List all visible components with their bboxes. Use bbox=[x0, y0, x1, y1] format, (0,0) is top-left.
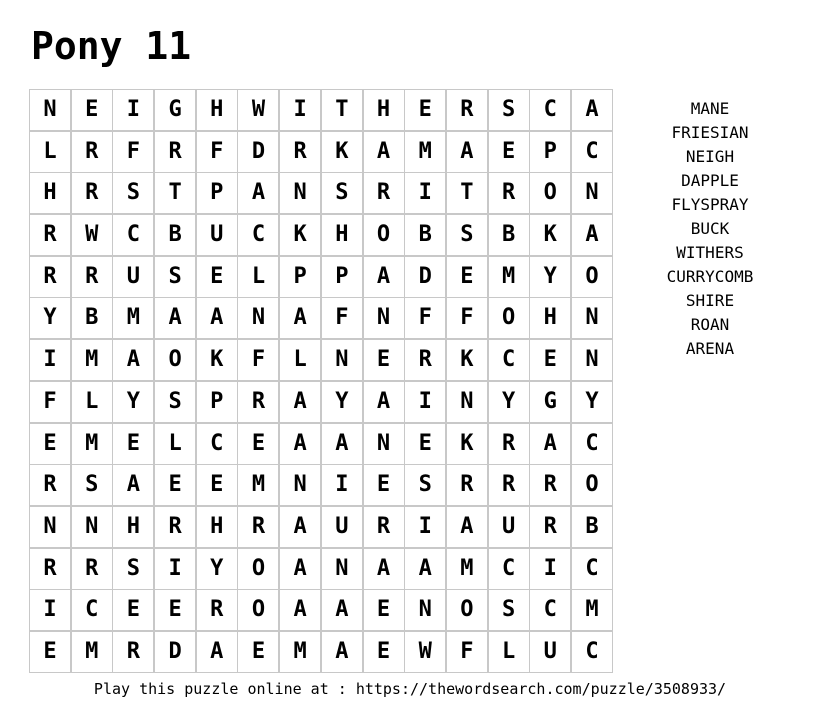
footer-note: Play this puzzle online at : https://thewordsearch.com/puzzle/3508933/ bbox=[93, 680, 727, 698]
word-list-item: CURRYCOMB bbox=[666, 267, 754, 286]
grid-cell[interactable]: H bbox=[197, 507, 237, 547]
grid-cell[interactable]: E bbox=[530, 340, 570, 380]
grid-cell[interactable]: F bbox=[447, 632, 487, 672]
grid-cell[interactable]: E bbox=[238, 632, 278, 672]
word-list-item: MANE bbox=[690, 99, 730, 118]
word-list-item: SHIRE bbox=[685, 291, 735, 310]
grid-cell[interactable]: N bbox=[572, 173, 612, 213]
grid-cell[interactable]: C bbox=[572, 132, 612, 172]
grid-cell[interactable]: F bbox=[405, 298, 445, 338]
grid-cell[interactable]: A bbox=[238, 173, 278, 213]
grid-cell[interactable]: N bbox=[322, 340, 362, 380]
grid-cell[interactable]: E bbox=[30, 632, 70, 672]
grid-cell[interactable]: A bbox=[447, 507, 487, 547]
grid-cell[interactable]: F bbox=[447, 298, 487, 338]
grid-cell[interactable]: C bbox=[489, 549, 529, 589]
word-list-item: BUCK bbox=[690, 219, 730, 238]
grid-cell[interactable]: R bbox=[364, 507, 404, 547]
word-list-item: WITHERS bbox=[676, 243, 744, 262]
grid-cell[interactable]: N bbox=[447, 382, 487, 422]
grid-cell[interactable]: N bbox=[572, 298, 612, 338]
grid-cell[interactable]: S bbox=[72, 465, 112, 505]
grid-cell[interactable]: R bbox=[530, 507, 570, 547]
grid-cell[interactable]: A bbox=[280, 424, 320, 464]
grid-cell[interactable]: P bbox=[197, 382, 237, 422]
grid-cell[interactable]: R bbox=[72, 132, 112, 172]
grid-cell[interactable]: R bbox=[280, 132, 320, 172]
grid-cell[interactable]: I bbox=[30, 340, 70, 380]
grid-cell[interactable]: F bbox=[322, 298, 362, 338]
grid-cell[interactable]: H bbox=[197, 90, 237, 130]
puzzle-title: Pony 11 bbox=[31, 24, 192, 68]
grid-cell[interactable]: A bbox=[364, 257, 404, 297]
word-list-item: DAPPLE bbox=[681, 171, 739, 190]
grid-cell[interactable]: F bbox=[238, 340, 278, 380]
grid-cell[interactable]: C bbox=[113, 215, 153, 255]
grid-cell[interactable]: A bbox=[197, 298, 237, 338]
grid-cell[interactable]: E bbox=[113, 590, 153, 630]
grid-cell[interactable]: D bbox=[238, 132, 278, 172]
grid-cell[interactable]: A bbox=[280, 382, 320, 422]
grid-cell[interactable]: A bbox=[364, 132, 404, 172]
grid-cell[interactable]: O bbox=[447, 590, 487, 630]
grid-cell[interactable]: S bbox=[155, 257, 195, 297]
grid-cell[interactable]: N bbox=[405, 590, 445, 630]
grid-cell[interactable]: C bbox=[572, 424, 612, 464]
grid-cell[interactable]: L bbox=[489, 632, 529, 672]
grid-cell[interactable]: A bbox=[280, 590, 320, 630]
grid-cell[interactable]: I bbox=[30, 590, 70, 630]
grid-cell[interactable]: A bbox=[322, 632, 362, 672]
grid-cell[interactable]: F bbox=[113, 132, 153, 172]
grid-cell[interactable]: D bbox=[405, 257, 445, 297]
grid-cell[interactable]: P bbox=[530, 132, 570, 172]
grid-cell[interactable]: R bbox=[72, 173, 112, 213]
grid-cell[interactable]: C bbox=[197, 424, 237, 464]
grid-cell[interactable]: H bbox=[30, 173, 70, 213]
grid-cell[interactable]: R bbox=[238, 382, 278, 422]
grid-cell[interactable]: S bbox=[113, 173, 153, 213]
grid-cell[interactable]: N bbox=[280, 173, 320, 213]
grid-cell[interactable]: H bbox=[322, 215, 362, 255]
grid-cell[interactable]: S bbox=[113, 549, 153, 589]
grid-cell[interactable]: G bbox=[155, 90, 195, 130]
grid-cell[interactable]: M bbox=[572, 590, 612, 630]
grid-cell[interactable]: Y bbox=[572, 382, 612, 422]
grid-cell[interactable]: M bbox=[489, 257, 529, 297]
grid-cell[interactable]: N bbox=[30, 507, 70, 547]
grid-cell[interactable]: E bbox=[405, 90, 445, 130]
grid-cell[interactable]: I bbox=[280, 90, 320, 130]
grid-cell[interactable]: N bbox=[572, 340, 612, 380]
grid-cell[interactable]: K bbox=[280, 215, 320, 255]
grid-cell[interactable]: E bbox=[364, 632, 404, 672]
grid-cell[interactable]: K bbox=[530, 215, 570, 255]
grid-cell[interactable]: R bbox=[489, 424, 529, 464]
word-list-item: ARENA bbox=[685, 339, 735, 358]
grid-cell[interactable]: R bbox=[155, 507, 195, 547]
grid-cell[interactable]: I bbox=[405, 507, 445, 547]
grid-cell[interactable]: M bbox=[405, 132, 445, 172]
grid-cell[interactable]: M bbox=[72, 632, 112, 672]
grid-cell[interactable]: I bbox=[322, 465, 362, 505]
grid-cell[interactable]: B bbox=[405, 215, 445, 255]
grid-cell[interactable]: R bbox=[489, 465, 529, 505]
grid-cell[interactable]: S bbox=[322, 173, 362, 213]
grid-cell[interactable]: A bbox=[113, 465, 153, 505]
grid-cell[interactable]: R bbox=[30, 465, 70, 505]
grid-cell[interactable]: I bbox=[405, 382, 445, 422]
grid-cell[interactable]: I bbox=[155, 549, 195, 589]
grid-cell[interactable]: A bbox=[447, 132, 487, 172]
grid-cell[interactable]: E bbox=[447, 257, 487, 297]
grid-cell[interactable]: F bbox=[30, 382, 70, 422]
grid-cell[interactable]: R bbox=[447, 465, 487, 505]
grid-cell[interactable]: Y bbox=[30, 298, 70, 338]
grid-cell[interactable]: I bbox=[113, 90, 153, 130]
grid-cell[interactable]: W bbox=[405, 632, 445, 672]
grid-cell[interactable]: E bbox=[405, 424, 445, 464]
grid-cell[interactable]: S bbox=[489, 590, 529, 630]
grid-cell[interactable]: O bbox=[572, 257, 612, 297]
grid-cell[interactable]: O bbox=[238, 549, 278, 589]
grid-cell[interactable]: S bbox=[489, 90, 529, 130]
grid-cell[interactable]: A bbox=[197, 632, 237, 672]
grid-cell[interactable]: R bbox=[447, 90, 487, 130]
grid-cell[interactable]: E bbox=[197, 465, 237, 505]
grid-cell[interactable]: R bbox=[72, 257, 112, 297]
grid-cell[interactable]: N bbox=[30, 90, 70, 130]
grid-cell[interactable]: P bbox=[197, 173, 237, 213]
grid-cell[interactable]: B bbox=[155, 215, 195, 255]
grid-cell[interactable]: F bbox=[197, 132, 237, 172]
grid-cell[interactable]: R bbox=[489, 173, 529, 213]
grid-cell[interactable]: E bbox=[113, 424, 153, 464]
grid-cell[interactable]: S bbox=[447, 215, 487, 255]
grid-cell[interactable]: N bbox=[364, 298, 404, 338]
grid-cell[interactable]: W bbox=[238, 90, 278, 130]
grid-cell[interactable]: L bbox=[238, 257, 278, 297]
grid-cell[interactable]: T bbox=[155, 173, 195, 213]
grid-cell[interactable]: D bbox=[155, 632, 195, 672]
grid-cell[interactable]: A bbox=[364, 549, 404, 589]
grid-cell[interactable]: Y bbox=[530, 257, 570, 297]
grid-cell[interactable]: A bbox=[155, 298, 195, 338]
grid-cell[interactable]: R bbox=[405, 340, 445, 380]
grid-cell[interactable]: N bbox=[364, 424, 404, 464]
grid-cell[interactable]: A bbox=[322, 424, 362, 464]
grid-cell[interactable]: C bbox=[572, 549, 612, 589]
grid-cell[interactable]: S bbox=[155, 382, 195, 422]
grid-cell[interactable]: R bbox=[530, 465, 570, 505]
grid-cell[interactable]: E bbox=[155, 465, 195, 505]
grid-cell[interactable]: E bbox=[364, 465, 404, 505]
word-list-item: NEIGH bbox=[685, 147, 735, 166]
grid-cell[interactable]: C bbox=[489, 340, 529, 380]
grid-cell[interactable]: A bbox=[113, 340, 153, 380]
grid-cell[interactable]: E bbox=[155, 590, 195, 630]
grid-cell[interactable]: O bbox=[530, 173, 570, 213]
grid-cell[interactable]: A bbox=[405, 549, 445, 589]
grid-cell[interactable]: T bbox=[447, 173, 487, 213]
grid-cell[interactable]: C bbox=[530, 90, 570, 130]
word-list bbox=[650, 97, 770, 361]
grid-cell[interactable]: N bbox=[280, 465, 320, 505]
grid-cell[interactable]: C bbox=[72, 590, 112, 630]
grid-cell[interactable]: L bbox=[72, 382, 112, 422]
grid-cell[interactable]: A bbox=[572, 215, 612, 255]
grid-cell[interactable]: O bbox=[155, 340, 195, 380]
grid-cell[interactable]: R bbox=[30, 257, 70, 297]
grid-cell[interactable]: Y bbox=[113, 382, 153, 422]
grid-cell[interactable]: Y bbox=[197, 549, 237, 589]
grid-cell[interactable]: E bbox=[197, 257, 237, 297]
grid-cell[interactable]: B bbox=[489, 215, 529, 255]
grid-cell[interactable]: Y bbox=[489, 382, 529, 422]
grid-cell[interactable]: P bbox=[280, 257, 320, 297]
grid-cell[interactable]: N bbox=[72, 507, 112, 547]
grid-cell[interactable]: R bbox=[72, 549, 112, 589]
grid-cell[interactable]: E bbox=[72, 90, 112, 130]
grid-cell[interactable]: C bbox=[238, 215, 278, 255]
grid-cell[interactable]: M bbox=[238, 465, 278, 505]
grid-cell[interactable]: S bbox=[405, 465, 445, 505]
grid-cell[interactable]: R bbox=[155, 132, 195, 172]
grid-cell[interactable]: E bbox=[364, 590, 404, 630]
grid-cell[interactable]: I bbox=[530, 549, 570, 589]
grid-cell[interactable]: A bbox=[572, 90, 612, 130]
grid-cell[interactable]: R bbox=[30, 549, 70, 589]
grid-cell[interactable]: M bbox=[447, 549, 487, 589]
grid-cell[interactable]: A bbox=[280, 507, 320, 547]
grid-cell[interactable]: M bbox=[113, 298, 153, 338]
grid-cell[interactable]: U bbox=[197, 215, 237, 255]
grid-cell[interactable]: L bbox=[30, 132, 70, 172]
grid-cell[interactable]: U bbox=[113, 257, 153, 297]
grid-cell[interactable]: O bbox=[572, 465, 612, 505]
grid-cell[interactable]: O bbox=[364, 215, 404, 255]
grid-cell[interactable]: E bbox=[364, 340, 404, 380]
grid-cell[interactable]: N bbox=[322, 549, 362, 589]
grid-cell[interactable]: K bbox=[447, 424, 487, 464]
grid-cell[interactable]: A bbox=[280, 549, 320, 589]
grid-cell[interactable]: A bbox=[530, 424, 570, 464]
grid-cell[interactable]: E bbox=[30, 424, 70, 464]
grid-cell[interactable]: W bbox=[72, 215, 112, 255]
grid-cell[interactable]: I bbox=[405, 173, 445, 213]
grid-cell[interactable]: A bbox=[364, 382, 404, 422]
word-list-item: FLYSPRAY bbox=[671, 195, 749, 214]
grid-cell[interactable]: K bbox=[322, 132, 362, 172]
grid-cell[interactable]: U bbox=[530, 632, 570, 672]
grid-cell[interactable]: E bbox=[489, 132, 529, 172]
grid-cell[interactable]: T bbox=[322, 90, 362, 130]
grid-cell[interactable]: R bbox=[364, 173, 404, 213]
grid-cell[interactable]: U bbox=[322, 507, 362, 547]
grid-cell[interactable]: H bbox=[113, 507, 153, 547]
grid-cell[interactable]: R bbox=[113, 632, 153, 672]
grid-cell[interactable]: L bbox=[280, 340, 320, 380]
grid-cell[interactable]: E bbox=[238, 424, 278, 464]
grid-cell[interactable]: L bbox=[155, 424, 195, 464]
grid-cell[interactable]: K bbox=[197, 340, 237, 380]
grid-cell[interactable]: M bbox=[72, 340, 112, 380]
grid-cell[interactable]: P bbox=[322, 257, 362, 297]
grid-cell[interactable]: H bbox=[364, 90, 404, 130]
grid-cell[interactable]: B bbox=[572, 507, 612, 547]
grid-cell[interactable]: B bbox=[72, 298, 112, 338]
grid-cell[interactable]: A bbox=[280, 298, 320, 338]
grid-cell[interactable]: R bbox=[30, 215, 70, 255]
word-list-item: ROAN bbox=[690, 315, 730, 334]
grid-cell[interactable]: M bbox=[72, 424, 112, 464]
grid-cell[interactable]: M bbox=[280, 632, 320, 672]
grid-cell[interactable]: R bbox=[197, 590, 237, 630]
letter-grid bbox=[29, 89, 613, 673]
grid-cell[interactable]: C bbox=[530, 590, 570, 630]
grid-cell[interactable]: A bbox=[322, 590, 362, 630]
grid-cell[interactable]: O bbox=[489, 298, 529, 338]
grid-cell[interactable]: Y bbox=[322, 382, 362, 422]
grid-cell[interactable]: N bbox=[238, 298, 278, 338]
grid-cell[interactable]: C bbox=[572, 632, 612, 672]
grid-cell[interactable]: U bbox=[489, 507, 529, 547]
grid-cell[interactable]: O bbox=[238, 590, 278, 630]
grid-cell[interactable]: R bbox=[238, 507, 278, 547]
grid-cell[interactable]: K bbox=[447, 340, 487, 380]
grid-cell[interactable]: H bbox=[530, 298, 570, 338]
word-list-item: FRIESIAN bbox=[671, 123, 749, 142]
grid-cell[interactable]: G bbox=[530, 382, 570, 422]
